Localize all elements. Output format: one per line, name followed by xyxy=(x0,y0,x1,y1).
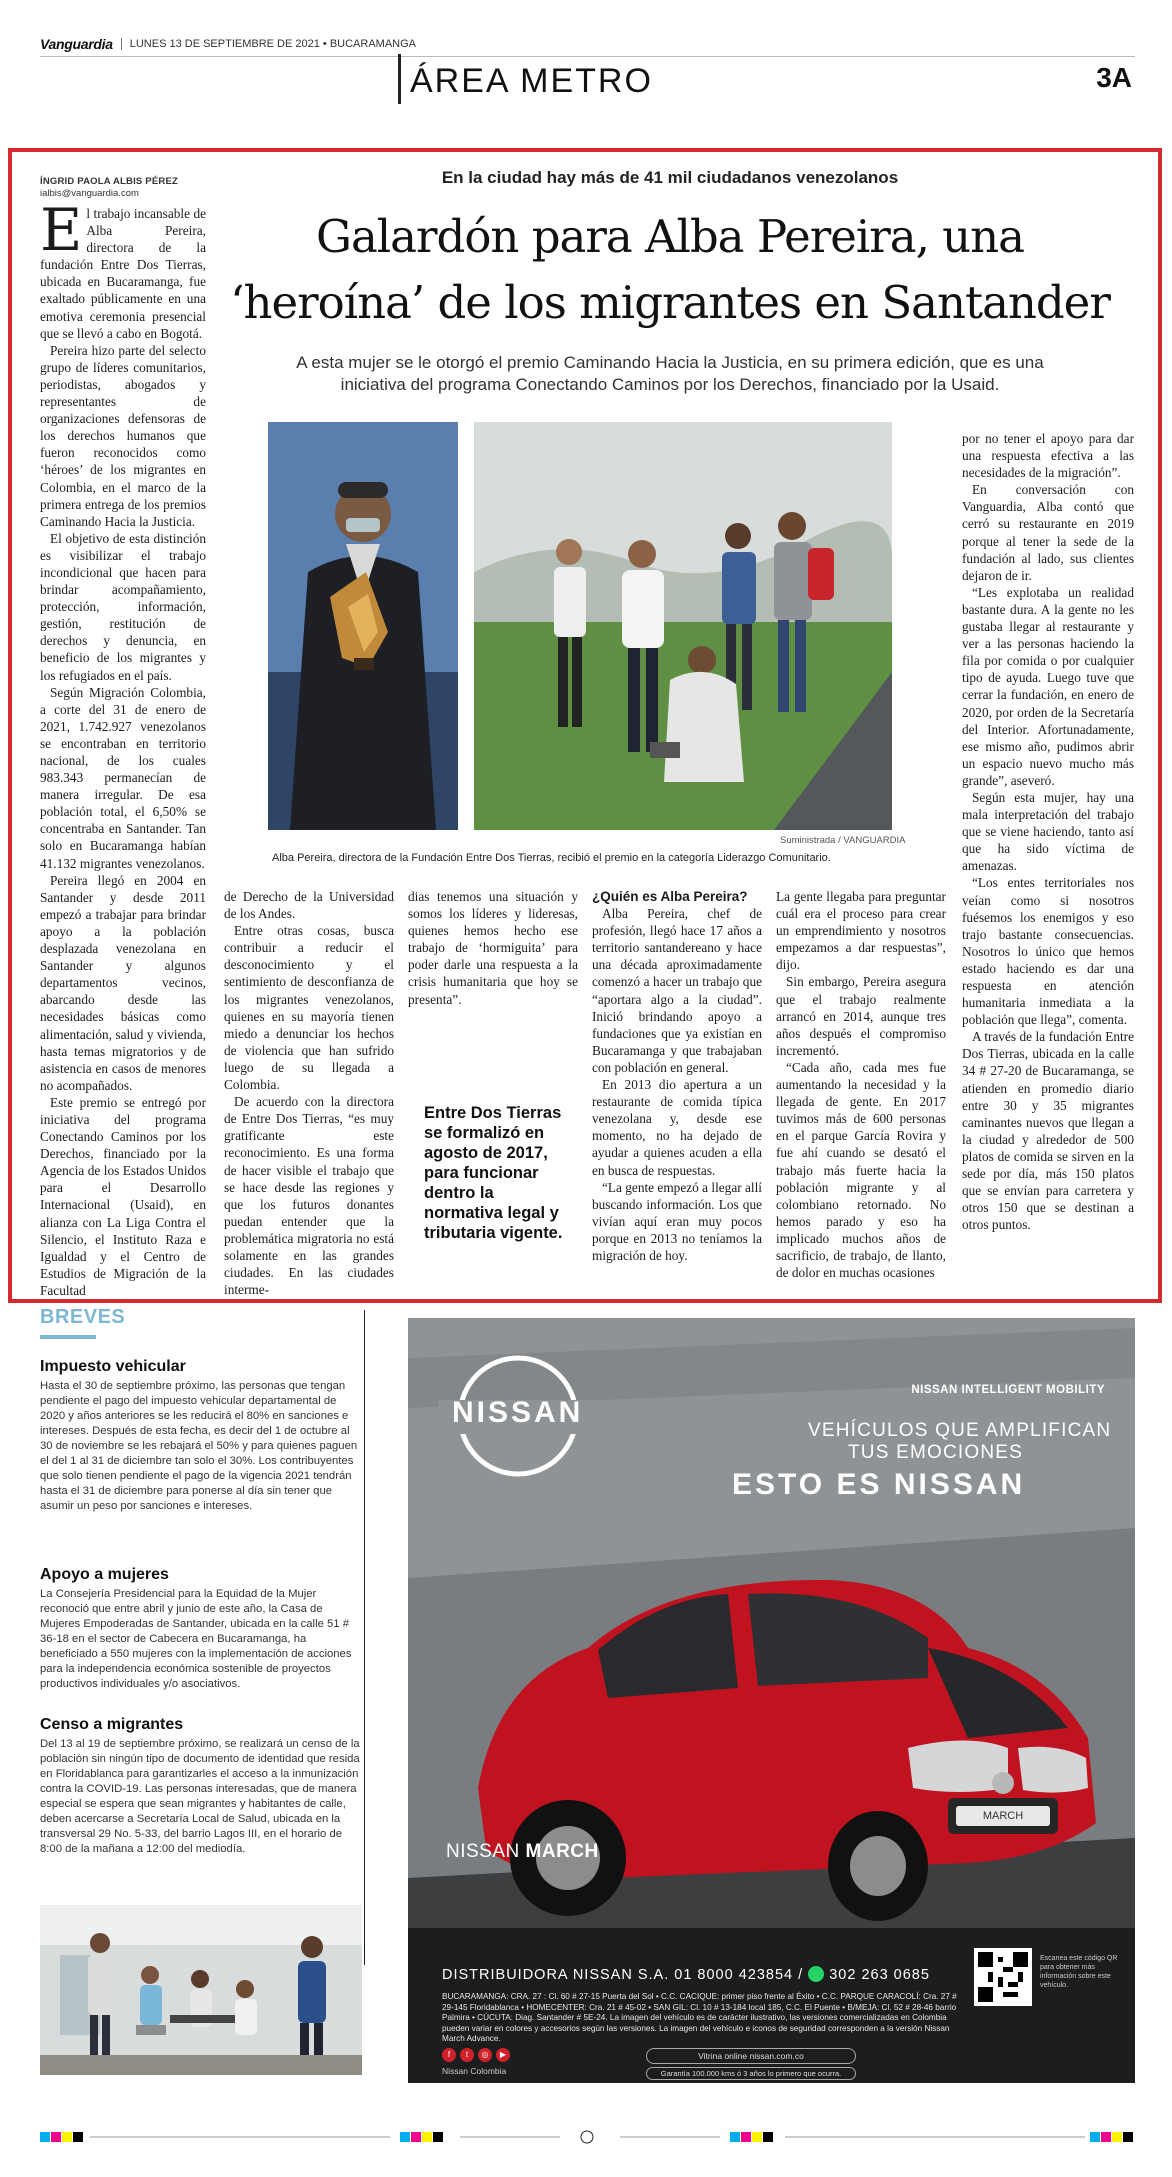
headline-line-2: ‘heroína’ de los migrantes en Santander xyxy=(230,276,1110,329)
intelligent-mobility-label: NISSAN INTELLIGENT MOBILITY xyxy=(911,1384,1105,1396)
date-line: LUNES 13 DE SEPTIEMBRE DE 2021 • BUCARAMANGA xyxy=(129,38,417,50)
paragraph: La gente llegaba para preguntar cuál era el proceso para crear un emprendimiento y nosotros empezamos a dar respuestas”, dijo. xyxy=(776,889,946,973)
breve-item xyxy=(40,1358,362,1514)
license-plate: MARCH xyxy=(956,1806,1050,1826)
breve-title: Impuesto vehicular xyxy=(40,1358,186,1375)
breve-body: Hasta el 30 de septiembre próximo, las personas que tengan pendiente el pago del impuesto vehicular departamental de 2020 y años anteriores se les reducirá el 80% en sanciones e intereses. Después de esta fecha, es decir del 1 de octubre al 30 de noviembre se les rebajará el 50% y para quienes paguen el del 1 al 31 de diciembre tan solo el 30%. Los contribuyentes que solo tienen pendiente el pago de la vigencia 2021 tendrán hasta el 31 de diciembre para ponerse al día sin tener que asumir un peso por sanciones e intereses. xyxy=(40,1380,358,1512)
paragraph: “Cada año, cada mes fue aumentando la necesidad y la llegada de gente. En 2017 tuvimos más de 600 personas en el parque García Rovira y fue ahí cuando se desató el trabajo más fuerte hacia la población migrante y al colombiano retornado. No hemos parado y eso ha implicado muchos años de sacrificio, de trabajo, de llanto, de dolor en muchas ocasiones xyxy=(776,1059,946,1281)
breve-item xyxy=(40,1566,362,1692)
qr-pattern xyxy=(978,1952,1028,2002)
breves-divider xyxy=(364,1310,365,1965)
dealer-text: DISTRIBUIDORA NISSAN S.A. 01 8000 423854 / xyxy=(442,1967,804,1983)
qr-note: Escanea este código QR para obtener más información sobre este vehículo. xyxy=(1040,1955,1118,1989)
section-title: ÁREA METRO xyxy=(410,62,653,100)
dealer-addresses: BUCARAMANGA: CRA. 27 : Cl. 60 # 27-15 Puerta del Sol • C.C. CACIQUE: primer piso frente al Éxito • C.C. PARQUE CARACOLÍ: Cra. 27 # 29-145 Floridablanca • HOMECENTER: Cra. 21 # 45-02 • SAN GIL: Cl. 10 # 13-184 local 185, C.C. El Puente • B/MEJA: Cl. 52 # 28-46 barrio Palmira • CÚCUTA: Diag. Santander # 5E-24. La imagen del vehículo es de carácter ilustrativo, las versiones comercializadas en Colombia pueden variar en colores y accesorios según las versiones. La imagen del vehículo e iconos de seguridad corresponden a la versión Nissan March Advance. xyxy=(442,1992,957,2043)
breve-body: Del 13 al 19 de septiembre próximo, se realizará un censo de la población sin ningún tipo de documento de identidad que resida en Floridablanca para garantizarles el acceso a la inmunización contra la COVID-19. Las personas interesadas, que de manera especial se espera que sean migrantes y habitantes de calle, deben acercarse a Secretaría Local de Salud, ubicada en la transversal 29 No. 5-33, del barrio Lagos III, en el horario de 8:00 de la mañana a 12:00 del mediodía. xyxy=(40,1738,360,1855)
paragraph: Sin embargo, Pereira asegura que el trabajo realmente arrancó en 2014, aunque tres años después el compromiso incrementó. xyxy=(776,974,946,1058)
paragraph: “Les explotaba un realidad bastante dura. A la gente no les gustaba llegar al restaurante y ver a las personas haciendo la fila por comida o por cualquier tipo de ayuda. Luego tuve que cerrar la fundación, en enero de 2020, por orden de la Secretaría del Interior. Afortunadamente, ese mismo año, pudimos abrir un espacio nuevo mucho más grande”, aseveró. xyxy=(962,584,1134,788)
page-number: 3A xyxy=(1096,62,1132,93)
model-name: NISSAN MARCH xyxy=(446,1841,599,1862)
paragraph: El objetivo de esta distinción es visibilizar el trabajo incondicional que hacen para brindar acompañamiento, protección, información, gestión, restitución de derechos y denuncia, en beneficio de los migrantes y los refugiados en el país. xyxy=(40,530,206,683)
section-divider xyxy=(398,54,401,104)
print-color-bar xyxy=(40,2130,1135,2146)
whatsapp-number: 302 263 0685 xyxy=(829,1967,930,1983)
migrants-photo-illustration xyxy=(474,422,892,830)
ad-slogan: ESTO ES NISSAN xyxy=(732,1468,1026,1501)
award-photo xyxy=(268,422,458,830)
breves-title: BREVES xyxy=(40,1306,126,1328)
breve-title: Censo a migrantes xyxy=(40,1716,184,1733)
drop-cap: E xyxy=(40,196,83,264)
breves-rule xyxy=(40,1335,96,1339)
award-photo-illustration xyxy=(268,422,458,830)
census-photo xyxy=(40,1905,362,2075)
paragraph: A través de la fundación Entre Dos Tierras, ubicada en la calle 34 # 27-20 de Bucaramanga, se atienden en promedio diario entre 30 y 35 migrantes caminantes nuevos que llegan a la ciudad y alrededor de 500 platos de comida se sirven en la sede por día, más 150 platos que se envían para carretera y otros 150 que se destinan a otros puntos. xyxy=(962,1029,1134,1233)
article-column-5 xyxy=(776,888,946,1283)
article-kicker: En la ciudad hay más de 41 mil ciudadanos venezolanos xyxy=(441,168,899,187)
web-link[interactable]: Vitrina online nissan.com.co xyxy=(646,2048,856,2064)
paragraph: De acuerdo con la directora de Entre Dos Tierras, “es muy gratificante este reconocimiento. Es una forma de hacer visible el trabajo que se hace desde las regiones y que los futuros donantes puedan entender que la problemática migratoria no está solamente en las grandes ciudades. En las ciudades interme- xyxy=(224,1094,394,1298)
paragraph: En conversación con Vanguardia, Alba contó que cerró su restaurante en 2019 porque al tener la sede de la fundación al lado, sus clientes dejaron de ir. xyxy=(962,482,1134,583)
paragraph: dias tenemos una situación y somos los líderes y lideresas, quienes hemos hecho ese trabajo de ‘hormiguita’ para poder darle una respuesta a la crisis humanitaria que hoy se presenta”. xyxy=(408,889,578,1007)
instagram-icon[interactable]: ◎ xyxy=(478,2048,492,2062)
pull-quote: Entre Dos Tierras se formalizó en agosto de 2017, para funcionar dentro la normativa legal y tributaria vigente. xyxy=(424,1104,563,1242)
facebook-icon[interactable]: f xyxy=(442,2048,456,2062)
article-column-4 xyxy=(592,888,762,1283)
paragraph: Entre otras cosas, busca contribuir a reducir el desconocimiento y el sentimiento de desconfianza de los migrantes venezolanos, quienes en su mayoría tienen miedo a denunciar los hechos de violencia que han sufrido luego de su llegada a Colombia. xyxy=(224,923,394,1093)
breve-item xyxy=(40,1716,362,1857)
nissan-logo-word: NISSAN xyxy=(452,1396,584,1429)
paragraph: El trabajo incansable de Alba Pereira, directora de la fundación Entre Dos Tierras, ubicada en Bucaramanga, fue exaltado públicamente en una emotiva ceremonia presencial que se llevó a cabo en Bogotá. xyxy=(40,196,206,341)
photo-caption: Alba Pereira, directora de la Fundación Entre Dos Tierras, recibió el premio en la categoría Liderazgo Comunitario. xyxy=(272,852,831,864)
paragraph: Alba Pereira, chef de profesión, llegó hace 17 años a territorio santandereano y hace una década aproximadamente comenzó a hacer un trabajo que “aportara algo a la ciudad”. Inició brindando apoyo a fundaciones que ya existían en Bucaramanga y que trabajaban con población en general. xyxy=(592,906,762,1075)
ad-tagline-2: TUS EMOCIONES xyxy=(848,1442,1024,1463)
paragraph: En 2013 dio apertura a un restaurante de comida típica venezolana y, desde ese momento, no ha dejado de ayudar a quienes acuden a ella en busca de respuestas. xyxy=(592,1077,762,1178)
masthead-divider xyxy=(121,38,122,50)
paragraph: Este premio se entregó por iniciativa del programa Conectando Caminos por los Derechos, financiado por la Agencia de los Estados Unidos para el Desarrollo Internacional (Usaid), en alianza con La Liga Contra el Silencio, el Instituto Raza e Igualdad y el Centro de Estudios de Migración de la Facultad xyxy=(40,1094,206,1298)
dealer-phone-line xyxy=(442,1966,930,1983)
social-label: Nissan Colombia xyxy=(442,2066,507,2076)
ad-tagline-1: VEHÍCULOS QUE AMPLIFICAN xyxy=(808,1420,1112,1441)
breve-body: La Consejería Presidencial para la Equidad de la Mujer reconoció que entre abril y junio de este año, la Casa de Mujeres Empoderadas de Santander, ubicada en la calle 51 # 36-18 en el sector de Cabecera en Bucaramanga, ha beneficiado a 550 mujeres con la implementación de acciones para la independencia económica sostenible de proyectos productivos individuales y/o asociativos. xyxy=(40,1588,352,1690)
nissan-advertisement[interactable] xyxy=(408,1318,1135,2083)
youtube-icon[interactable]: ▶ xyxy=(496,2048,510,2062)
paragraph: Según Migración Colombia, a corte del 31 de enero de 2021, 1.742.927 venezolanos se encontraban en territorio nacional, de los cuales 983.343 permanecían de manera irregular. De esa población total, el 6,50% se concentraba en Santander. Tan solo en Bucaramanga habían 41.132 migrantes venezolanos. xyxy=(40,684,206,871)
migrants-photo xyxy=(474,422,892,830)
paragraph: “La gente empezó a llegar allí buscando información. Los que vivían aquí eran muy pocos porque en 2013 no teníamos la migración de hoy. xyxy=(592,1179,762,1263)
newspaper-brand: Vanguardia xyxy=(40,36,113,52)
article-headline xyxy=(230,204,1110,336)
social-icons xyxy=(442,2048,510,2062)
article-column-1 xyxy=(40,196,206,1298)
paragraph: Según esta mujer, hay una mala interpretación del trabajo que se viene haciendo, tanto así que ha sido víctima de amenazas. xyxy=(962,789,1134,874)
paragraph: Pereira llegó en 2004 en Santander y desde 2011 empezó a trabajar para brindar apoyo a la población desplazada venezolana en Santander y algunos departamentos vecinos, abarcando desde las necesidades básicas como alimentación, salud y vivienda, hasta temas migratorios y de asistencia en casos de menores no acompañados. xyxy=(40,872,206,1093)
paragraph: Pereira hizo parte del selecto grupo de líderes comunitarios, periodistas, abogados y representantes de organizaciones defensoras de los derechos humanos que fueron reconocidos como ‘héroes’ de los migrantes en Colombia, en el marco de la primera entrega de los premios Caminando Hacia la Justicia. xyxy=(40,342,206,529)
breve-title: Apoyo a mujeres xyxy=(40,1566,169,1583)
qr-code[interactable] xyxy=(974,1948,1032,2006)
headline-line-1: Galardón para Alba Pereira, una xyxy=(316,210,1024,263)
photo-credit: Suministrada / VANGUARDIA xyxy=(780,835,906,846)
paragraph: de Derecho de la Universidad de los Andes. xyxy=(224,889,394,922)
author-name: ÍNGRID PAOLA ALBIS PÉREZ xyxy=(40,176,178,187)
subheading: ¿Quién es Alba Pereira? xyxy=(592,889,748,904)
article-column-6 xyxy=(962,430,1134,1283)
paragraph: “Los entes territoriales nos veían como si nosotros fuésemos los enemigos y eso trajo bastante consecuencias. Nosotros lo único que hemos estado haciendo es dar una respuesta en atención humanitaria inmediata a la población que llega”, comenta. xyxy=(962,875,1134,1028)
article-deck: A esta mujer se le otorgó el premio Caminando Hacia la Justicia, en su primera edición, que es una iniciativa del programa Conectando Caminos por los Derechos, financiado por la Usaid. xyxy=(296,353,1044,394)
whatsapp-icon xyxy=(808,1966,824,1982)
author-email: ialbis@vanguardia.com xyxy=(40,188,139,199)
paragraph: por no tener el apoyo para dar una respuesta efectiva a las necesidades de la migración”. xyxy=(962,431,1134,481)
header-rule xyxy=(40,56,1135,57)
article-column-3 xyxy=(408,888,578,1007)
masthead xyxy=(40,34,1135,54)
census-photo-illustration xyxy=(40,1905,362,2075)
warranty-note: Garantía 100.000 kms ó 3 años lo primero que ocurra. xyxy=(646,2067,856,2080)
article-column-2 xyxy=(224,888,394,1298)
twitter-icon[interactable]: t xyxy=(460,2048,474,2062)
